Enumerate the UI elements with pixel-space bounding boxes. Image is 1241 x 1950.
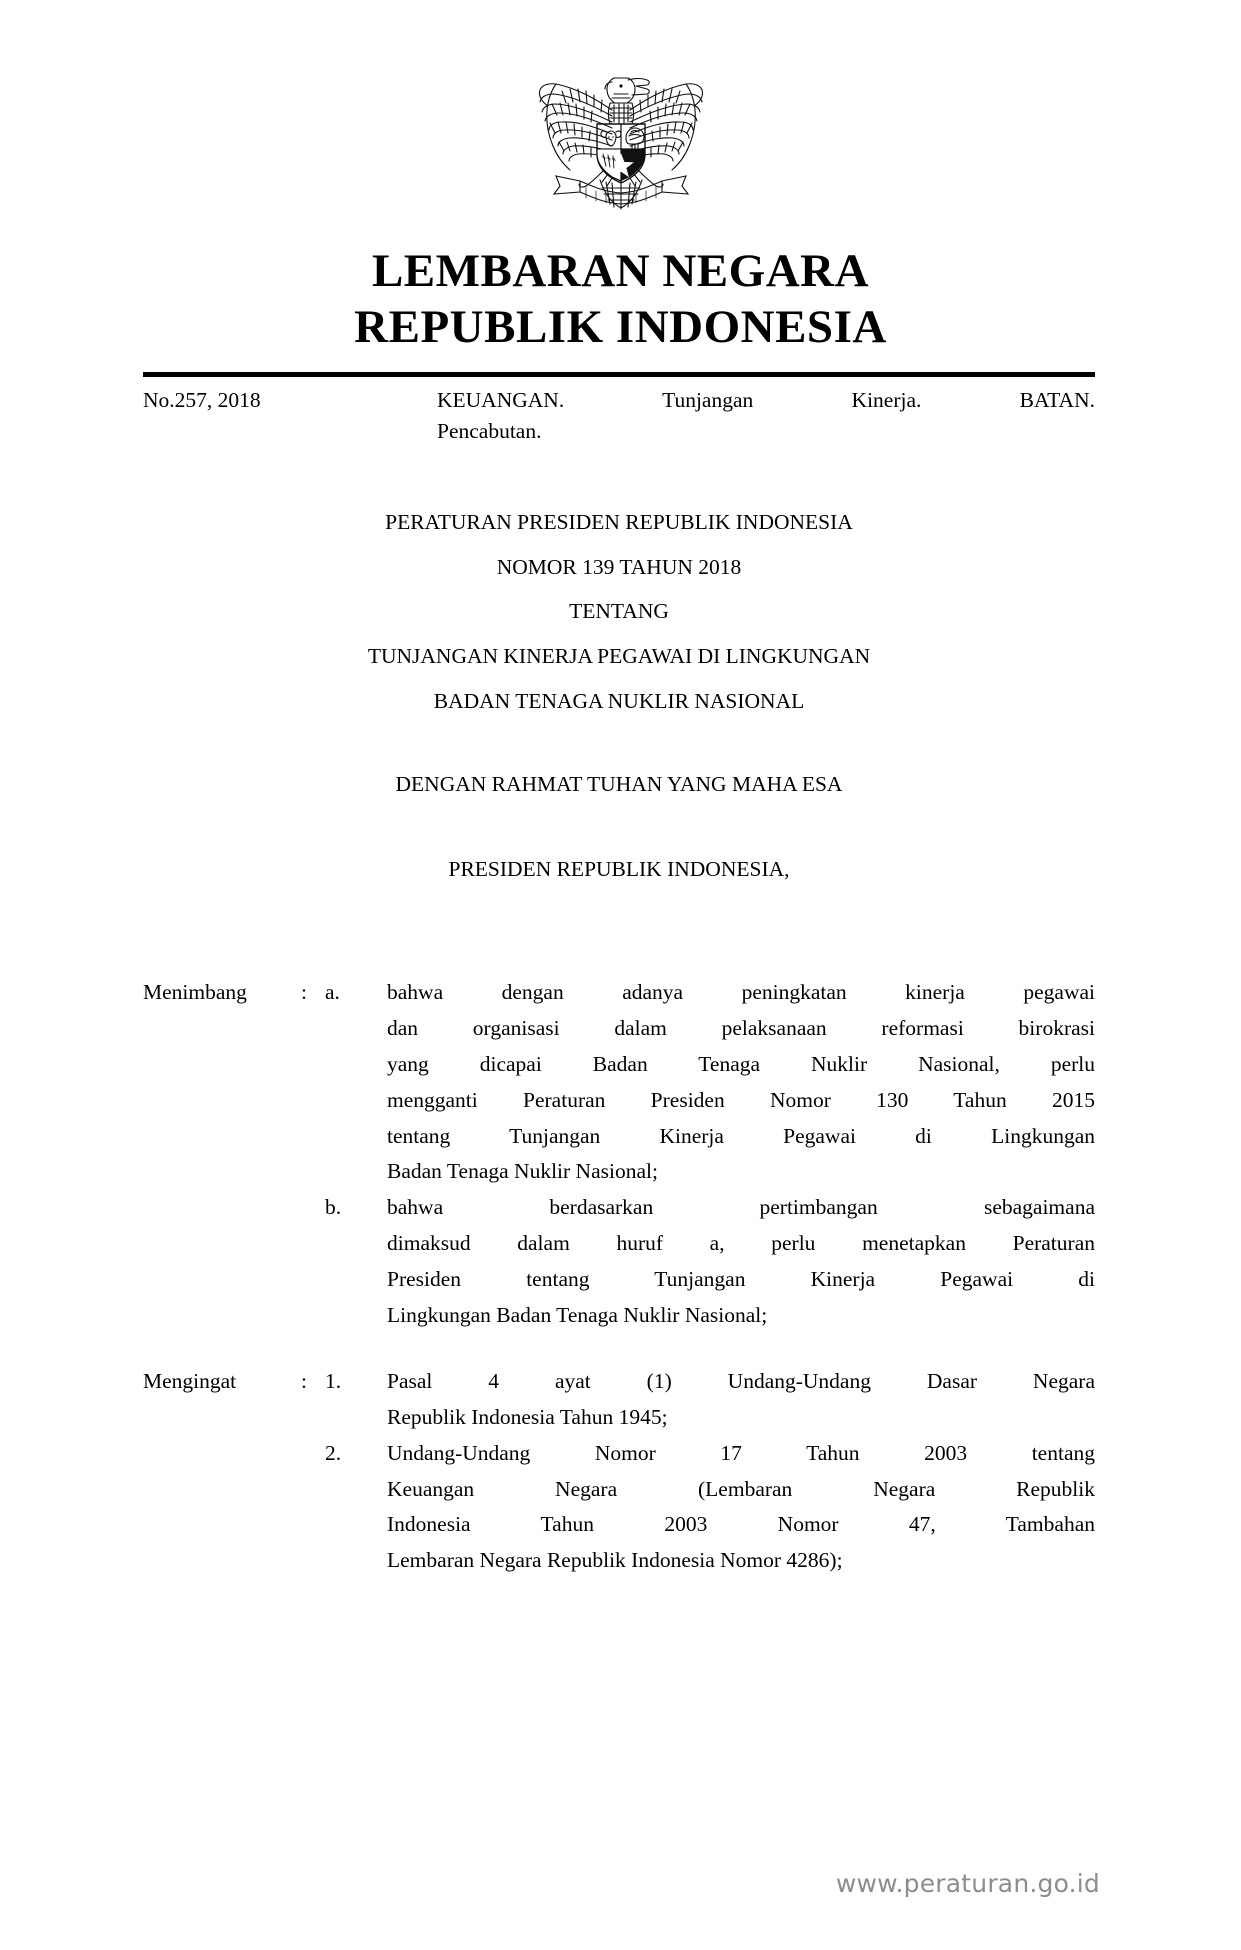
clause-text-line: Pasal 4 ayat (1) Undang-Undang Dasar Negara <box>387 1368 1095 1393</box>
clause-text-line: bahwa dengan adanya peningkatan kinerja pegawai <box>387 980 1095 1004</box>
clause-row <box>143 975 1095 1190</box>
garuda-pancasila-icon <box>0 58 1241 216</box>
regulation-title-block <box>143 500 1095 724</box>
catalog-subject-line-1: KEUANGAN. Tunjangan Kinerja. BATAN. <box>437 388 1095 412</box>
clause-item-text <box>387 975 1095 1190</box>
catalog-line <box>143 385 1095 446</box>
clause-text-line: bahwa berdasarkan pertimbangan sebagaimana <box>387 1195 1095 1220</box>
clause-label: Menimbang <box>143 980 247 1004</box>
footer-watermark: www.peraturan.go.id <box>835 1869 1100 1898</box>
clause-text-line: Indonesia Tahun 2003 Nomor 47, Tambahan <box>387 1512 1095 1537</box>
title-line-1: PERATURAN PRESIDEN REPUBLIK INDONESIA <box>385 510 853 534</box>
clause-text-line: mengganti Peraturan Presiden Nomor 130 Tahun 2015 <box>387 1087 1095 1112</box>
clause-row <box>143 1364 1095 1436</box>
clause-item-marker: 2. <box>325 1440 342 1465</box>
clause-text-line: Lingkungan Badan Tenaga Nuklir Nasional; <box>387 1303 768 1328</box>
masthead-line-2: REPUBLIK INDONESIA <box>354 300 887 353</box>
clause-text-line: Republik Indonesia Tahun 1945; <box>387 1404 668 1429</box>
clause-text-line: Keuangan Negara (Lembaran Negara Republik <box>387 1476 1095 1501</box>
clause-item-text <box>387 1364 1095 1436</box>
clause-text-line: Badan Tenaga Nuklir Nasional; <box>387 1159 658 1184</box>
clause-text-line: dan organisasi dalam pelaksanaan reformasi birokrasi <box>387 1015 1095 1040</box>
clause-label: Mengingat <box>143 1368 237 1393</box>
catalog-subject-line-2: Pencabutan. <box>437 418 542 443</box>
catalog-subject <box>437 385 1095 446</box>
clause-text-line: Lembaran Negara Republik Indonesia Nomor 4286); <box>387 1548 843 1573</box>
clause-text-line: yang dicapai Badan Tenaga Nuklir Nasional, perlu <box>387 1051 1095 1076</box>
catalog-number: No.257, 2018 <box>143 388 261 412</box>
title-line-2: NOMOR 139 TAHUN 2018 <box>496 554 742 579</box>
clause-text-line: dimaksud dalam huruf a, perlu menetapkan Peraturan <box>387 1231 1095 1256</box>
title-line-5: BADAN TENAGA NUKLIR NASIONAL <box>433 688 805 713</box>
title-line-3: TENTANG <box>569 599 669 624</box>
clause-colon: : <box>301 980 307 1004</box>
clause-group <box>143 1364 1095 1579</box>
masthead-line-1: LEMBARAN NEGARA <box>371 245 870 297</box>
header-divider <box>143 372 1095 377</box>
clause-item-text <box>387 1436 1095 1580</box>
clause-sections <box>143 975 1095 1609</box>
masthead-title <box>0 244 1241 356</box>
clause-group <box>143 975 1095 1334</box>
clause-item-marker: a. <box>325 980 340 1004</box>
clause-text-line: Presiden tentang Tunjangan Kinerja Pegawai di <box>387 1267 1095 1292</box>
clause-item-text <box>387 1190 1095 1334</box>
clause-text-line: tentang Tunjangan Kinerja Pegawai di Lingkungan <box>387 1123 1095 1148</box>
clause-row <box>143 1436 1095 1580</box>
presiden-line: PRESIDEN REPUBLIK INDONESIA, <box>448 857 790 881</box>
clause-item-marker: 1. <box>325 1368 342 1393</box>
title-line-4: TUNJANGAN KINERJA PEGAWAI DI LINGKUNGAN <box>367 644 871 669</box>
invocation-line: DENGAN RAHMAT TUHAN YANG MAHA ESA <box>395 772 843 796</box>
clause-item-marker: b. <box>325 1195 342 1220</box>
clause-colon: : <box>301 1368 307 1393</box>
clause-row <box>143 1190 1095 1334</box>
clause-text-line: Undang-Undang Nomor 17 Tahun 2003 tentang <box>387 1440 1095 1465</box>
